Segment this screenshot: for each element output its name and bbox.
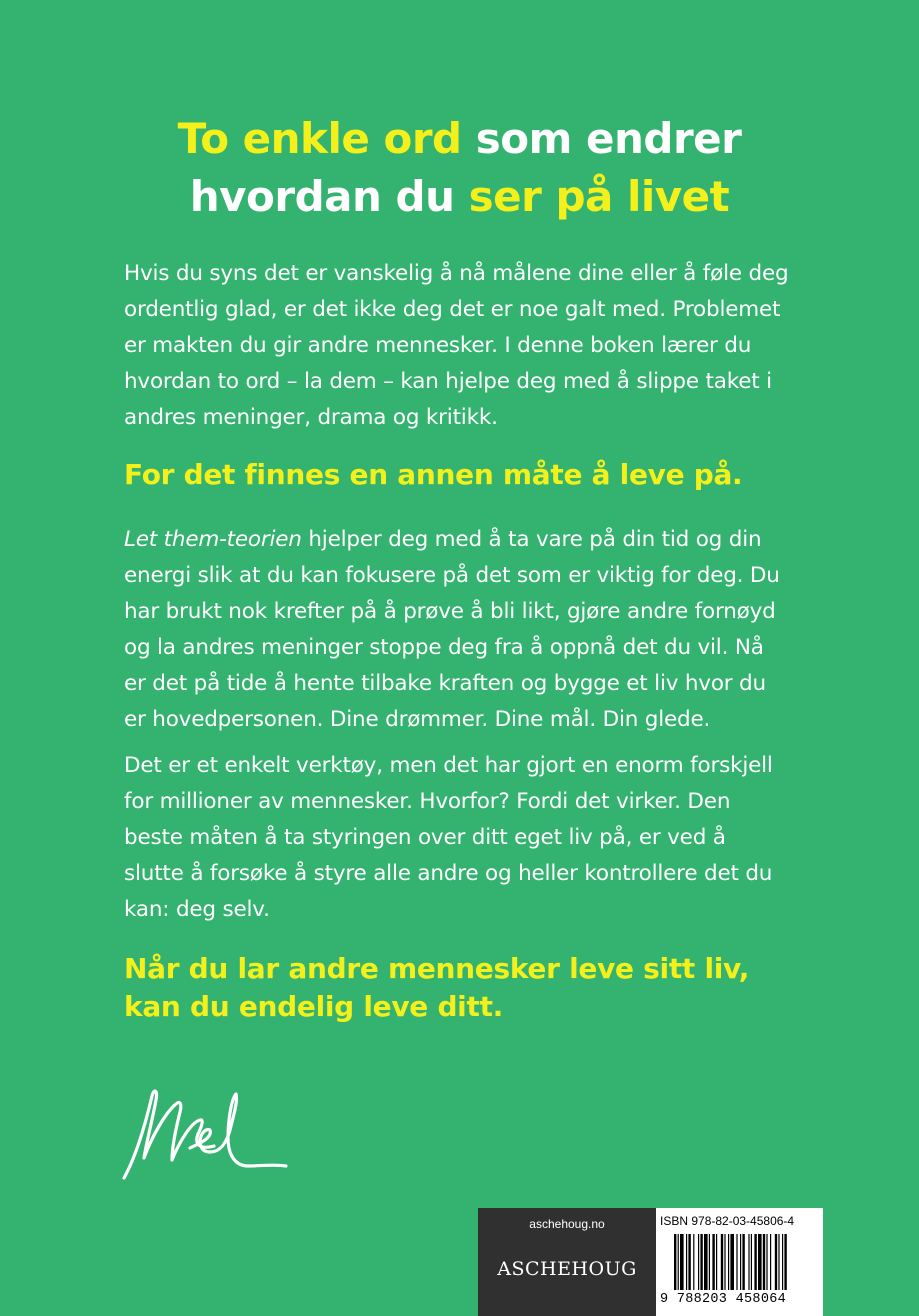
theory-line: er det på tide å hente tilbake kraften og bygge et liv hvor du	[124, 671, 766, 696]
barcode-bar	[688, 1234, 690, 1290]
barcode-bar	[748, 1234, 749, 1290]
isbn-digits: 9 788203 458064	[660, 1292, 787, 1307]
headline-text-1: som endrer	[461, 114, 742, 163]
barcode-bar	[778, 1234, 779, 1290]
headline-highlight-2: ser på livet	[468, 172, 730, 221]
barcode-bar	[770, 1234, 771, 1290]
tool-line: Det er et enkelt verktøy, men det har gjort en enorm forskjell	[124, 753, 773, 778]
barcode-bar	[686, 1234, 687, 1290]
barcode-bar	[709, 1234, 710, 1290]
barcode-bar	[698, 1234, 699, 1290]
author-signature	[118, 1082, 298, 1182]
barcode-bar	[712, 1234, 714, 1290]
barcode-bar	[716, 1234, 717, 1290]
barcode-bar	[704, 1234, 708, 1290]
barcode-bar	[742, 1234, 744, 1290]
emphasis-statement-2	[124, 950, 844, 1026]
theory-line: er hovedpersonen. Dine drømmer. Dine mål. Din glede.	[124, 707, 711, 732]
barcode-bar	[766, 1234, 767, 1290]
headline	[0, 110, 919, 226]
isbn-label: ISBN 978-82-03-45806-4	[660, 1214, 795, 1228]
barcode-bar	[728, 1234, 729, 1290]
barcode-bar	[754, 1234, 756, 1290]
publisher-box	[478, 1208, 656, 1316]
barcode-bar	[736, 1234, 737, 1290]
theory-line: og la andres meninger stoppe deg fra å oppnå det du vil. Nå	[124, 635, 764, 660]
headline-line-2	[0, 168, 919, 226]
emphasis-2-line: kan du endelig leve ditt.	[124, 990, 503, 1023]
barcode-bar	[782, 1234, 783, 1290]
barcode-bar	[784, 1234, 786, 1290]
intro-line: ordentlig glad, er det ikke deg det er noe galt med. Problemet	[124, 297, 781, 322]
headline-highlight-1: To enkle ord	[177, 114, 462, 163]
intro-line: er makten du gir andre mennesker. I denne boken lærer du	[124, 333, 752, 358]
emphasis-1-text: For det finnes en annen måte å leve på.	[124, 458, 743, 491]
barcode-bar	[740, 1234, 741, 1290]
emphasis-2-line: Når du lar andre mennesker leve sitt liv,	[124, 952, 750, 985]
theory-line: har brukt nok krefter på å prøve å bli likt, gjøre andre fornøyd	[124, 599, 776, 624]
publisher-url: aschehoug.no	[529, 1217, 605, 1231]
tool-paragraph	[124, 748, 822, 928]
barcode-bar	[678, 1234, 679, 1290]
headline-text-2: hvordan du	[189, 172, 469, 221]
barcode-bar	[724, 1234, 725, 1290]
barcode-bar	[751, 1234, 752, 1290]
barcode-bar	[763, 1234, 765, 1290]
barcode-bar	[730, 1234, 734, 1290]
theory-paragraph	[124, 522, 822, 738]
tool-line: slutte å forsøke å styre alle andre og heller kontrollere det du	[124, 861, 773, 886]
tool-line: beste måten å ta styringen over ditt eget liv på, er ved å	[124, 825, 726, 850]
intro-line: andres meninger, drama og kritikk.	[124, 405, 498, 430]
theory-line: energi slik at du kan fokusere på det som er viktig for deg. Du	[124, 563, 780, 588]
intro-line: Hvis du syns det er vanskelig å nå målene dine eller å føle deg	[124, 261, 789, 286]
barcode-bar	[680, 1234, 684, 1290]
theory-first-line-text: hjelper deg med å ta vare på din tid og din	[301, 527, 762, 552]
barcode-bar	[700, 1234, 702, 1290]
barcode-bar	[721, 1234, 723, 1290]
barcode-box	[656, 1208, 823, 1316]
headline-line-1	[0, 110, 919, 168]
intro-line: hvordan to ord – la dem – kan hjelpe deg med å slippe taket i	[124, 369, 772, 394]
barcode-bar	[758, 1234, 762, 1290]
book-title-italic: Let them-teorien	[124, 527, 302, 552]
emphasis-statement-1	[124, 456, 844, 494]
tool-line: for millioner av mennesker. Hvorfor? Fordi det virker. Den	[124, 789, 731, 814]
theory-line	[124, 522, 822, 558]
tool-line: kan: deg selv.	[124, 897, 270, 922]
barcode-bars	[674, 1234, 819, 1290]
barcode-bar	[775, 1234, 777, 1290]
barcode-bar	[674, 1234, 676, 1290]
intro-paragraph	[124, 256, 822, 436]
barcode-bar	[693, 1234, 694, 1290]
publisher-logo: ASCHEHOUG	[497, 1258, 637, 1280]
